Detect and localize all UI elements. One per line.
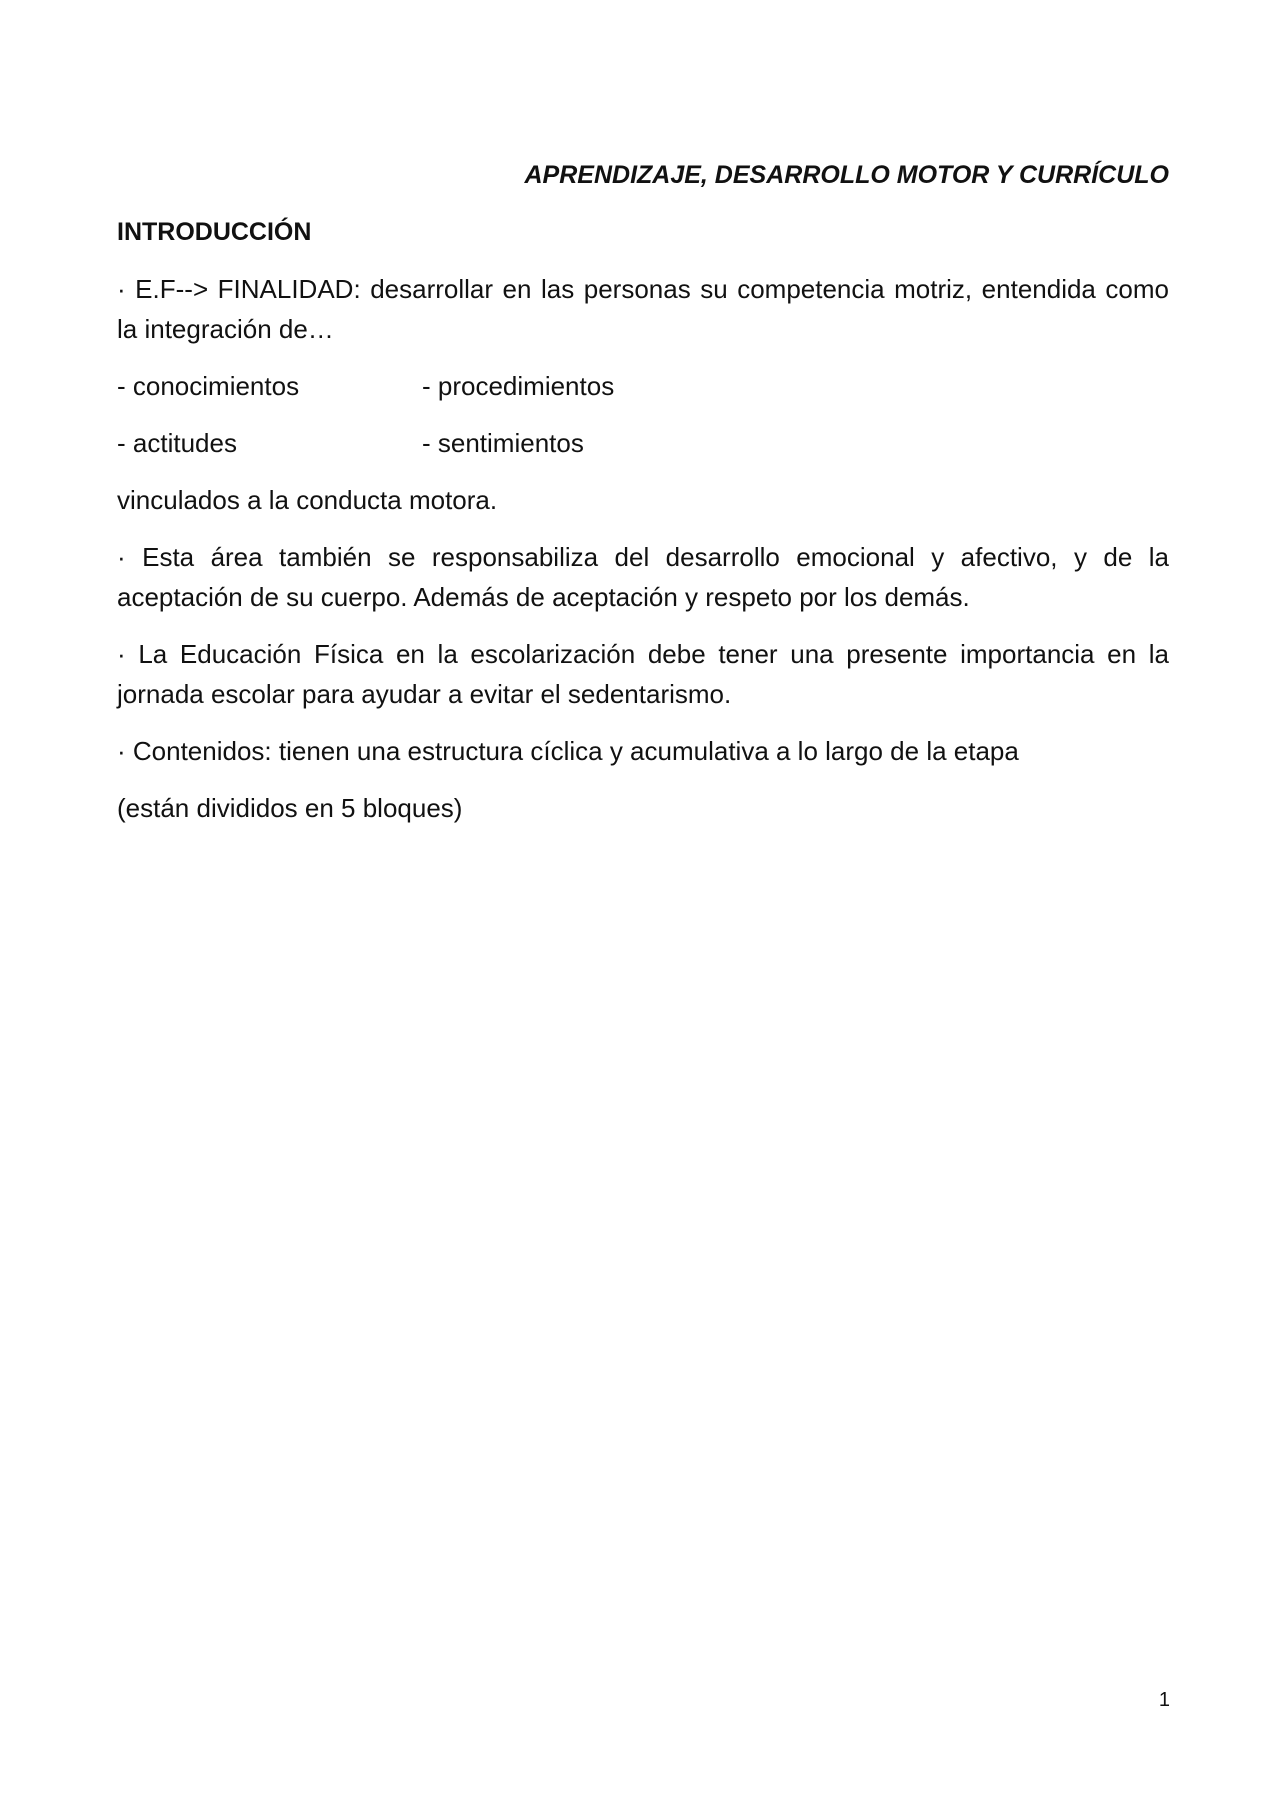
paragraph-finalidad: · E.F--> FINALIDAD: desarrollar en las personas su competencia motriz, entendida como la integración de…	[117, 274, 1169, 344]
list-item: - actitudes	[117, 428, 237, 458]
paragraph-bloques: (están divididos en 5 bloques)	[117, 793, 463, 823]
document-body	[117, 155, 1169, 845]
list-item: - sentimientos	[422, 428, 584, 458]
paragraph-contenidos: · Contenidos: tienen una estructura cíclica y acumulativa a lo largo de la etapa	[117, 736, 1019, 766]
list-item: - procedimientos	[422, 371, 615, 401]
page-number: 1	[1158, 1689, 1170, 1711]
list-row	[117, 423, 1169, 463]
paragraph-educacion-fisica: · La Educación Física en la escolarización debe tener una presente importancia en la jornada escolar para ayudar a evitar el sedentarismo.	[117, 639, 1169, 709]
paragraph-area: · Esta área también se responsabiliza del desarrollo emocional y afectivo, y de la aceptación de su cuerpo. Además de aceptación y respeto por los demás.	[117, 542, 1169, 612]
paragraph-vinculados: vinculados a la conducta motora.	[117, 485, 498, 515]
document-title: APRENDIZAJE, DESARROLLO MOTOR Y CURRÍCULO	[524, 161, 1169, 189]
list-row	[117, 366, 1169, 406]
list-item: - conocimientos	[117, 371, 300, 401]
section-heading: INTRODUCCIÓN	[117, 218, 312, 246]
